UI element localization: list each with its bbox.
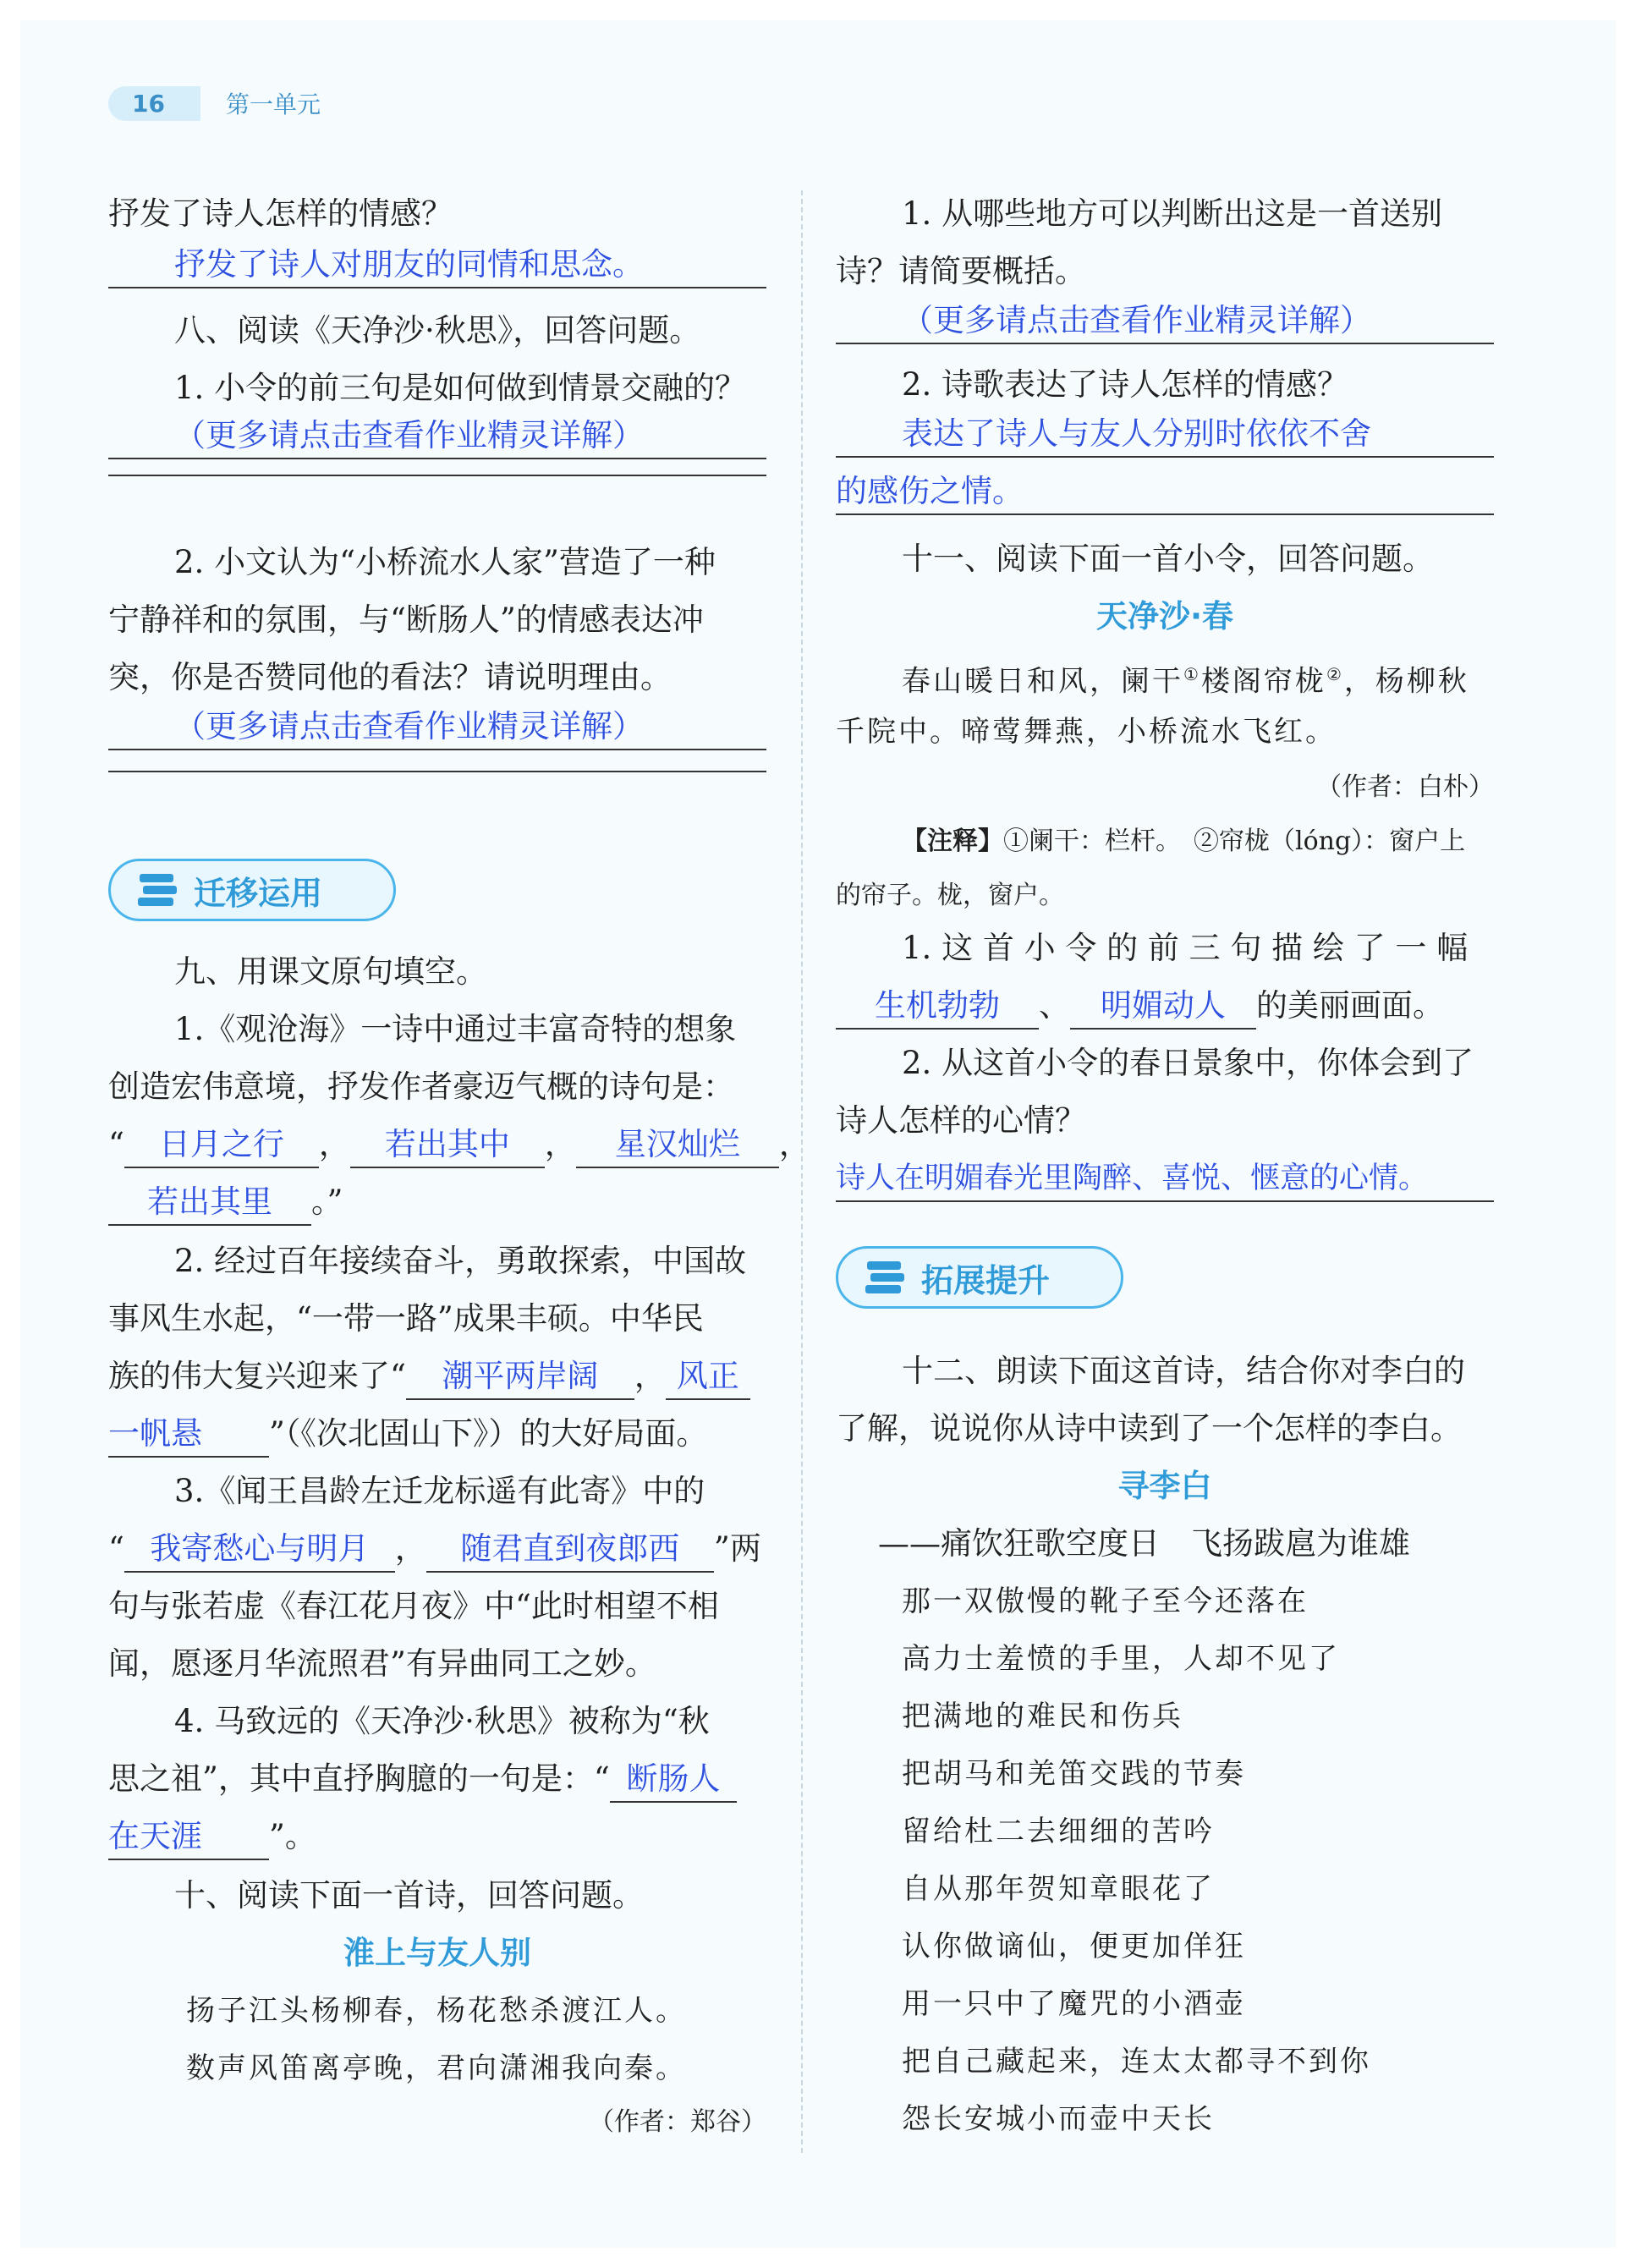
question-text: 抒发了诗人怎样的情感？ (108, 195, 453, 232)
question-text: 3.《闻王昌龄左迁龙标遥有此寄》中的 (174, 1473, 705, 1509)
question-text: 宁静祥和的氛围，与“断肠人”的情感表达冲 (108, 601, 704, 638)
question-text: 2. 小文认为“小桥流水人家”营造了一种 (174, 544, 716, 580)
poem-title: 天净沙·春 (1095, 598, 1234, 634)
question-heading: 八、阅读《天净沙·秋思》，回答问题。 (174, 312, 701, 349)
page-number: 16 (108, 86, 200, 121)
footnote-mark: ① (1183, 664, 1201, 684)
answer-link[interactable]: （更多请点击查看作业精灵详解） (836, 299, 1494, 344)
question-text: 2. 诗歌表达了诗人怎样的情感？ (902, 366, 1349, 403)
answer-blank: 若出其中 (350, 1123, 545, 1168)
question-text: 思之祖”，其中直抒胸臆的一句是：“ (108, 1760, 610, 1797)
question-text: 1. 这 首 小 令 的 前 三 句 描 绘 了 一 幅 (902, 930, 1469, 966)
answer-blank: 明媚动人 (1070, 984, 1256, 1030)
footnote-mark: ② (1326, 664, 1344, 684)
question-text: 突，你是否赞同他的看法？请说明理由。 (108, 659, 672, 695)
answer-blank: 在天涯 (108, 1815, 269, 1860)
question-heading: 十一、阅读下面一首小令，回答问题。 (902, 541, 1434, 577)
question-text: 创造宏伟意境，抒发作者豪迈气概的诗句是： (108, 1068, 734, 1105)
fill-line (108, 1527, 766, 1573)
poem-line: 把满地的难民和伤兵 (902, 1700, 1183, 1733)
note-label: 【注释】 (902, 826, 1003, 856)
book-stack-icon (864, 1258, 908, 1297)
answer-blank: 断肠人 (610, 1757, 737, 1803)
question-text: 诗？请简要概括。 (836, 253, 1086, 289)
punct: ， (544, 1126, 576, 1162)
poem-line: 高力士羞愤的手里，人却不见了 (902, 1642, 1340, 1676)
poem-line: 留给杜二去细细的苦吟 (902, 1815, 1215, 1848)
punct: ， (318, 1126, 350, 1162)
poem-line: 认你做谪仙，便更加佯狂 (902, 1930, 1246, 1963)
poem-subtitle: ——痛饮狂歌空度日 飞扬跋扈为谁雄 (878, 1525, 1410, 1562)
answer-line: 表达了诗人与友人分别时依依不舍 (836, 412, 1494, 458)
answer-blank: 风正 (666, 1354, 750, 1400)
note-line (836, 820, 1494, 864)
answer-blank: 随君直到夜郎西 (426, 1527, 714, 1573)
fill-line (108, 1123, 810, 1168)
poem-line: 用一只中了魔咒的小酒壶 (902, 1987, 1246, 2021)
punct: ， (634, 1358, 666, 1394)
note-line: 的帘子。栊，窗户。 (836, 881, 1064, 910)
question-text: 诗人怎样的心情？ (836, 1102, 1086, 1139)
poem-author: （作者：白朴） (1316, 772, 1494, 802)
question-text: 闻，愿逐月华流照君”有异曲同工之妙。 (108, 1645, 656, 1682)
question-text: 2. 经过百年接续奋斗，勇敢探索，中国故 (174, 1243, 747, 1279)
poem-text: 楼阁帘栊 (1200, 664, 1326, 699)
section-title: 拓展提升 (921, 1261, 1051, 1299)
quote-mark: “ (108, 1126, 124, 1162)
question-text: 1. 从哪些地方可以判断出这是一首送别 (902, 195, 1443, 232)
question-text: 4. 马致远的《天净沙·秋思》被称为“秋 (174, 1703, 710, 1739)
fill-line (108, 1180, 766, 1226)
punct: ”两 (713, 1530, 761, 1567)
poem-title: 寻李白 (1117, 1468, 1212, 1504)
question-text: 十二、朗读下面这首诗，结合你对李白的 (902, 1353, 1465, 1389)
poem-title: 淮上与友人别 (343, 1935, 531, 1971)
punct: ， (778, 1126, 810, 1162)
poem-line: 扬子江头杨柳春，杨花愁杀渡江人。 (186, 1994, 687, 2028)
question-text: 的美丽画面。 (1256, 987, 1444, 1024)
answer-blank: 生机勃勃 (836, 984, 1039, 1030)
poem-line: 自从那年贺知章眼花了 (902, 1872, 1215, 1906)
punct: 、 (1039, 987, 1070, 1024)
question-text: 2. 从这首小令的春日景象中，你体会到了 (902, 1045, 1474, 1081)
question-text: 1.《观沧海》一诗中通过丰富奇特的想象 (174, 1011, 737, 1047)
poem-line: 怨长安城小而壶中天长 (902, 2102, 1215, 2136)
question-text: 了解，说说你从诗中读到了一个怎样的李白。 (836, 1410, 1462, 1447)
answer-line: 诗人在明媚春光里陶醉、喜悦、惬意的心情。 (836, 1156, 1494, 1202)
answer-line: 的感伤之情。 (836, 470, 1494, 515)
question-heading: 九、用课文原句填空。 (174, 953, 487, 990)
punct: 。” (311, 1183, 343, 1220)
blank-line (108, 475, 766, 476)
fill-line (108, 1412, 766, 1458)
answer-blank: 一帆悬 (108, 1412, 269, 1458)
answer-blank: 日月之行 (124, 1123, 319, 1168)
page-header (108, 81, 321, 125)
question-text: 1. 小令的前三句是如何做到情景交融的？ (174, 370, 747, 406)
answer-blank: 若出其里 (108, 1180, 311, 1226)
answer-line: 抒发了诗人对朋友的同情和思念。 (108, 243, 766, 288)
note-text: ①阑干：栏杆。 ②帘栊（lóng）：窗户上 (1003, 826, 1466, 856)
poem-line: 把胡马和羌笛交践的节奏 (902, 1757, 1246, 1791)
fill-line (108, 1354, 766, 1400)
question-text: 事风生水起，“一带一路”成果丰硕。中华民 (108, 1300, 704, 1337)
fill-line (108, 1757, 766, 1803)
section-title: 迁移运用 (194, 874, 323, 912)
answer-blank: 星汉灿烂 (576, 1123, 779, 1168)
poem-text: 春山暖日和风，阑干 (902, 664, 1183, 699)
fill-line (108, 1815, 766, 1860)
blank-line (108, 771, 766, 772)
poem-line: 那一双傲慢的靴子至今还落在 (902, 1584, 1309, 1618)
question-text: 族的伟大复兴迎来了“ (108, 1358, 406, 1394)
punct: ， (394, 1530, 426, 1567)
poem-author: （作者：郑谷） (589, 2107, 766, 2137)
answer-blank: 我寄愁心与明月 (124, 1527, 395, 1573)
answer-link[interactable]: （更多请点击查看作业精灵详解） (108, 414, 766, 459)
poem-line: 把自己藏起来，连太太都寻不到你 (902, 2045, 1371, 2079)
poem-text: ，杨柳秋 (1343, 664, 1469, 699)
answer-link[interactable]: （更多请点击查看作业精灵详解） (108, 705, 766, 750)
punct: ”。 (269, 1818, 316, 1854)
unit-title: 第一单元 (225, 91, 321, 118)
poem-line: 数声风笛离亭晚，君向潇湘我向秦。 (186, 2051, 687, 2085)
answer-blank: 潮平两岸阔 (406, 1354, 634, 1400)
section-tag-extension (836, 1246, 1123, 1309)
question-text: 句与张若虚《春江花月夜》中“此时相望不相 (108, 1588, 719, 1624)
fill-line (836, 984, 1494, 1030)
column-divider (801, 190, 803, 2153)
question-text: ”（《次北固山下》）的大好局面。 (269, 1415, 708, 1452)
poem-line: 千院中。啼莺舞燕，小桥流水飞红。 (836, 715, 1337, 749)
question-heading: 十、阅读下面一首诗，回答问题。 (174, 1877, 644, 1914)
poem-line (836, 652, 1494, 703)
quote-mark: “ (108, 1530, 124, 1567)
book-stack-icon (136, 870, 180, 909)
section-tag-transfer (108, 859, 396, 921)
